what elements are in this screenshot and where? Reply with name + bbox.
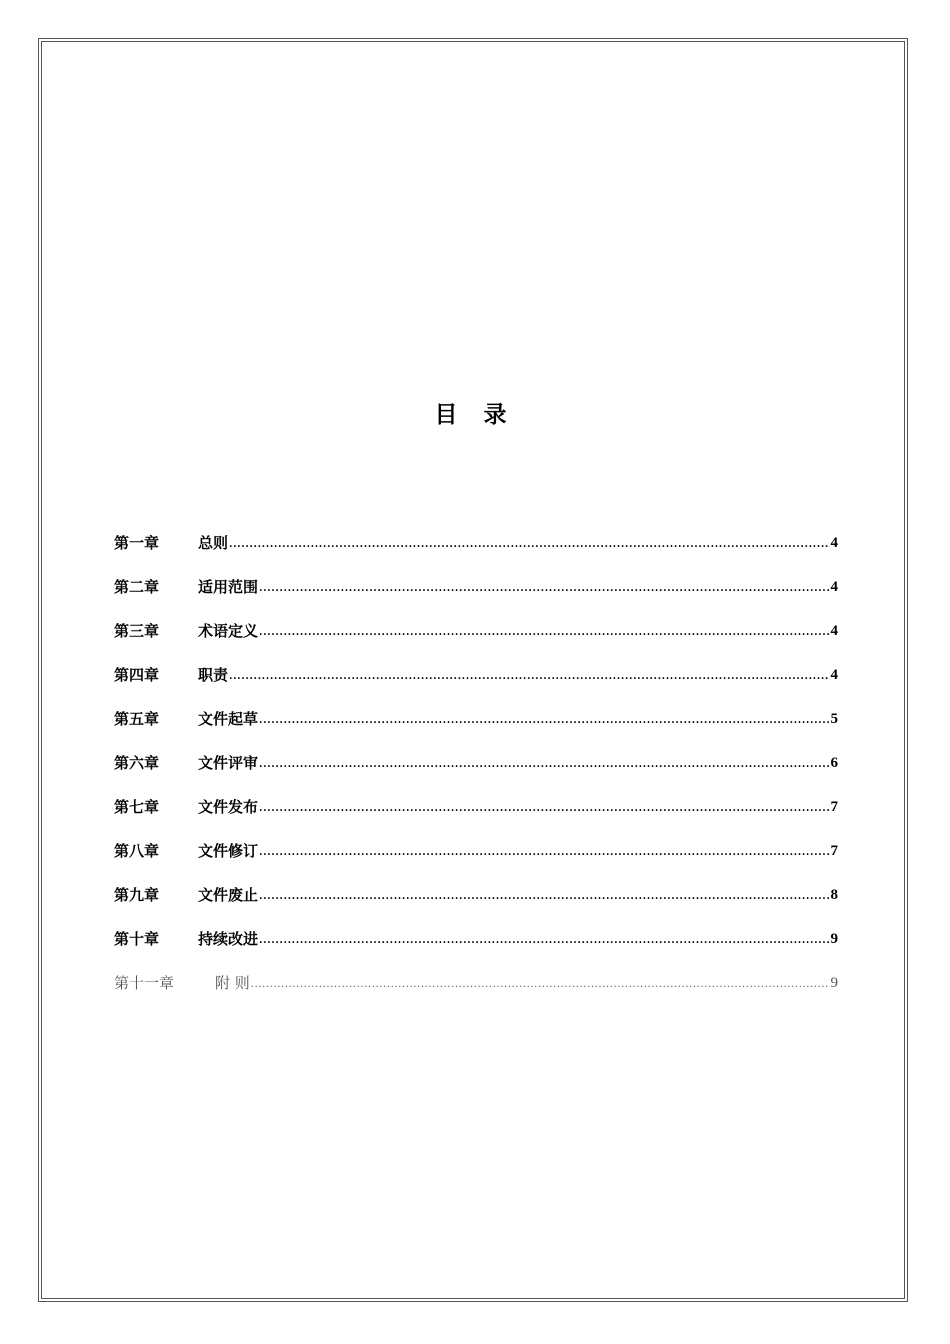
toc-dot-leader [259,890,829,904]
toc-entry[interactable] [114,874,838,904]
toc-chapter-number: 第七章 [114,798,160,816]
toc-chapter-number: 第四章 [114,666,160,684]
toc-dot-leader [229,538,829,552]
toc-chapter-heading: 附 则 [215,974,250,992]
toc-chapter-heading: 文件评审 [198,754,259,772]
toc-title: 目 录 [434,402,516,428]
toc-page-number: 4 [830,535,838,551]
toc-dot-leader [229,670,829,684]
toc-chapter-number: 第八章 [114,842,160,860]
toc-dot-leader [259,934,829,948]
toc-dot-leader [251,978,830,992]
toc-entry[interactable] [114,698,838,728]
toc-dot-leader [259,714,829,728]
toc-chapter-number: 第二章 [114,578,160,596]
toc-chapter-heading: 术语定义 [198,622,259,640]
toc-chapter-heading: 总则 [198,534,229,552]
toc-chapter-heading: 文件起草 [198,710,259,728]
toc-page-number: 7 [830,843,838,859]
toc-chapter-heading: 持续改进 [198,930,259,948]
toc-chapter-heading: 适用范围 [198,578,259,596]
toc-page-number: 5 [830,711,838,727]
toc-page-number: 6 [830,755,838,771]
toc-entry[interactable] [114,566,838,596]
toc-chapter-heading: 文件修订 [198,842,259,860]
toc-page-number: 4 [830,667,838,683]
toc-chapter-heading: 文件废止 [198,886,259,904]
toc-entry[interactable] [114,962,838,992]
toc-dot-leader [259,582,829,596]
toc-chapter-heading: 文件发布 [198,798,259,816]
toc-dot-leader [259,846,829,860]
toc-entry[interactable] [114,610,838,640]
toc-page-number: 8 [830,887,838,903]
toc-entry[interactable] [114,522,838,552]
toc-page-number: 7 [830,799,838,815]
toc-chapter-number: 第十章 [114,930,160,948]
toc-dot-leader [259,758,829,772]
toc-dot-leader [259,626,829,640]
toc-chapter-heading: 职责 [198,666,229,684]
toc-entry[interactable] [114,786,838,816]
toc-entry[interactable] [114,742,838,772]
toc-page-number: 4 [830,579,838,595]
toc-chapter-number: 第九章 [114,886,160,904]
toc-chapter-number: 第十一章 [114,974,175,992]
toc-chapter-number: 第五章 [114,710,160,728]
toc-dot-leader [259,802,829,816]
toc-chapter-number: 第六章 [114,754,160,772]
toc-page-number: 4 [830,623,838,639]
toc-chapter-number: 第一章 [114,534,160,552]
toc-entry[interactable] [114,830,838,860]
toc-chapter-number: 第三章 [114,622,160,640]
toc-entry[interactable] [114,918,838,948]
toc-entry[interactable] [114,654,838,684]
toc-page-number: 9 [830,931,838,947]
toc-page-number: 9 [830,975,838,991]
